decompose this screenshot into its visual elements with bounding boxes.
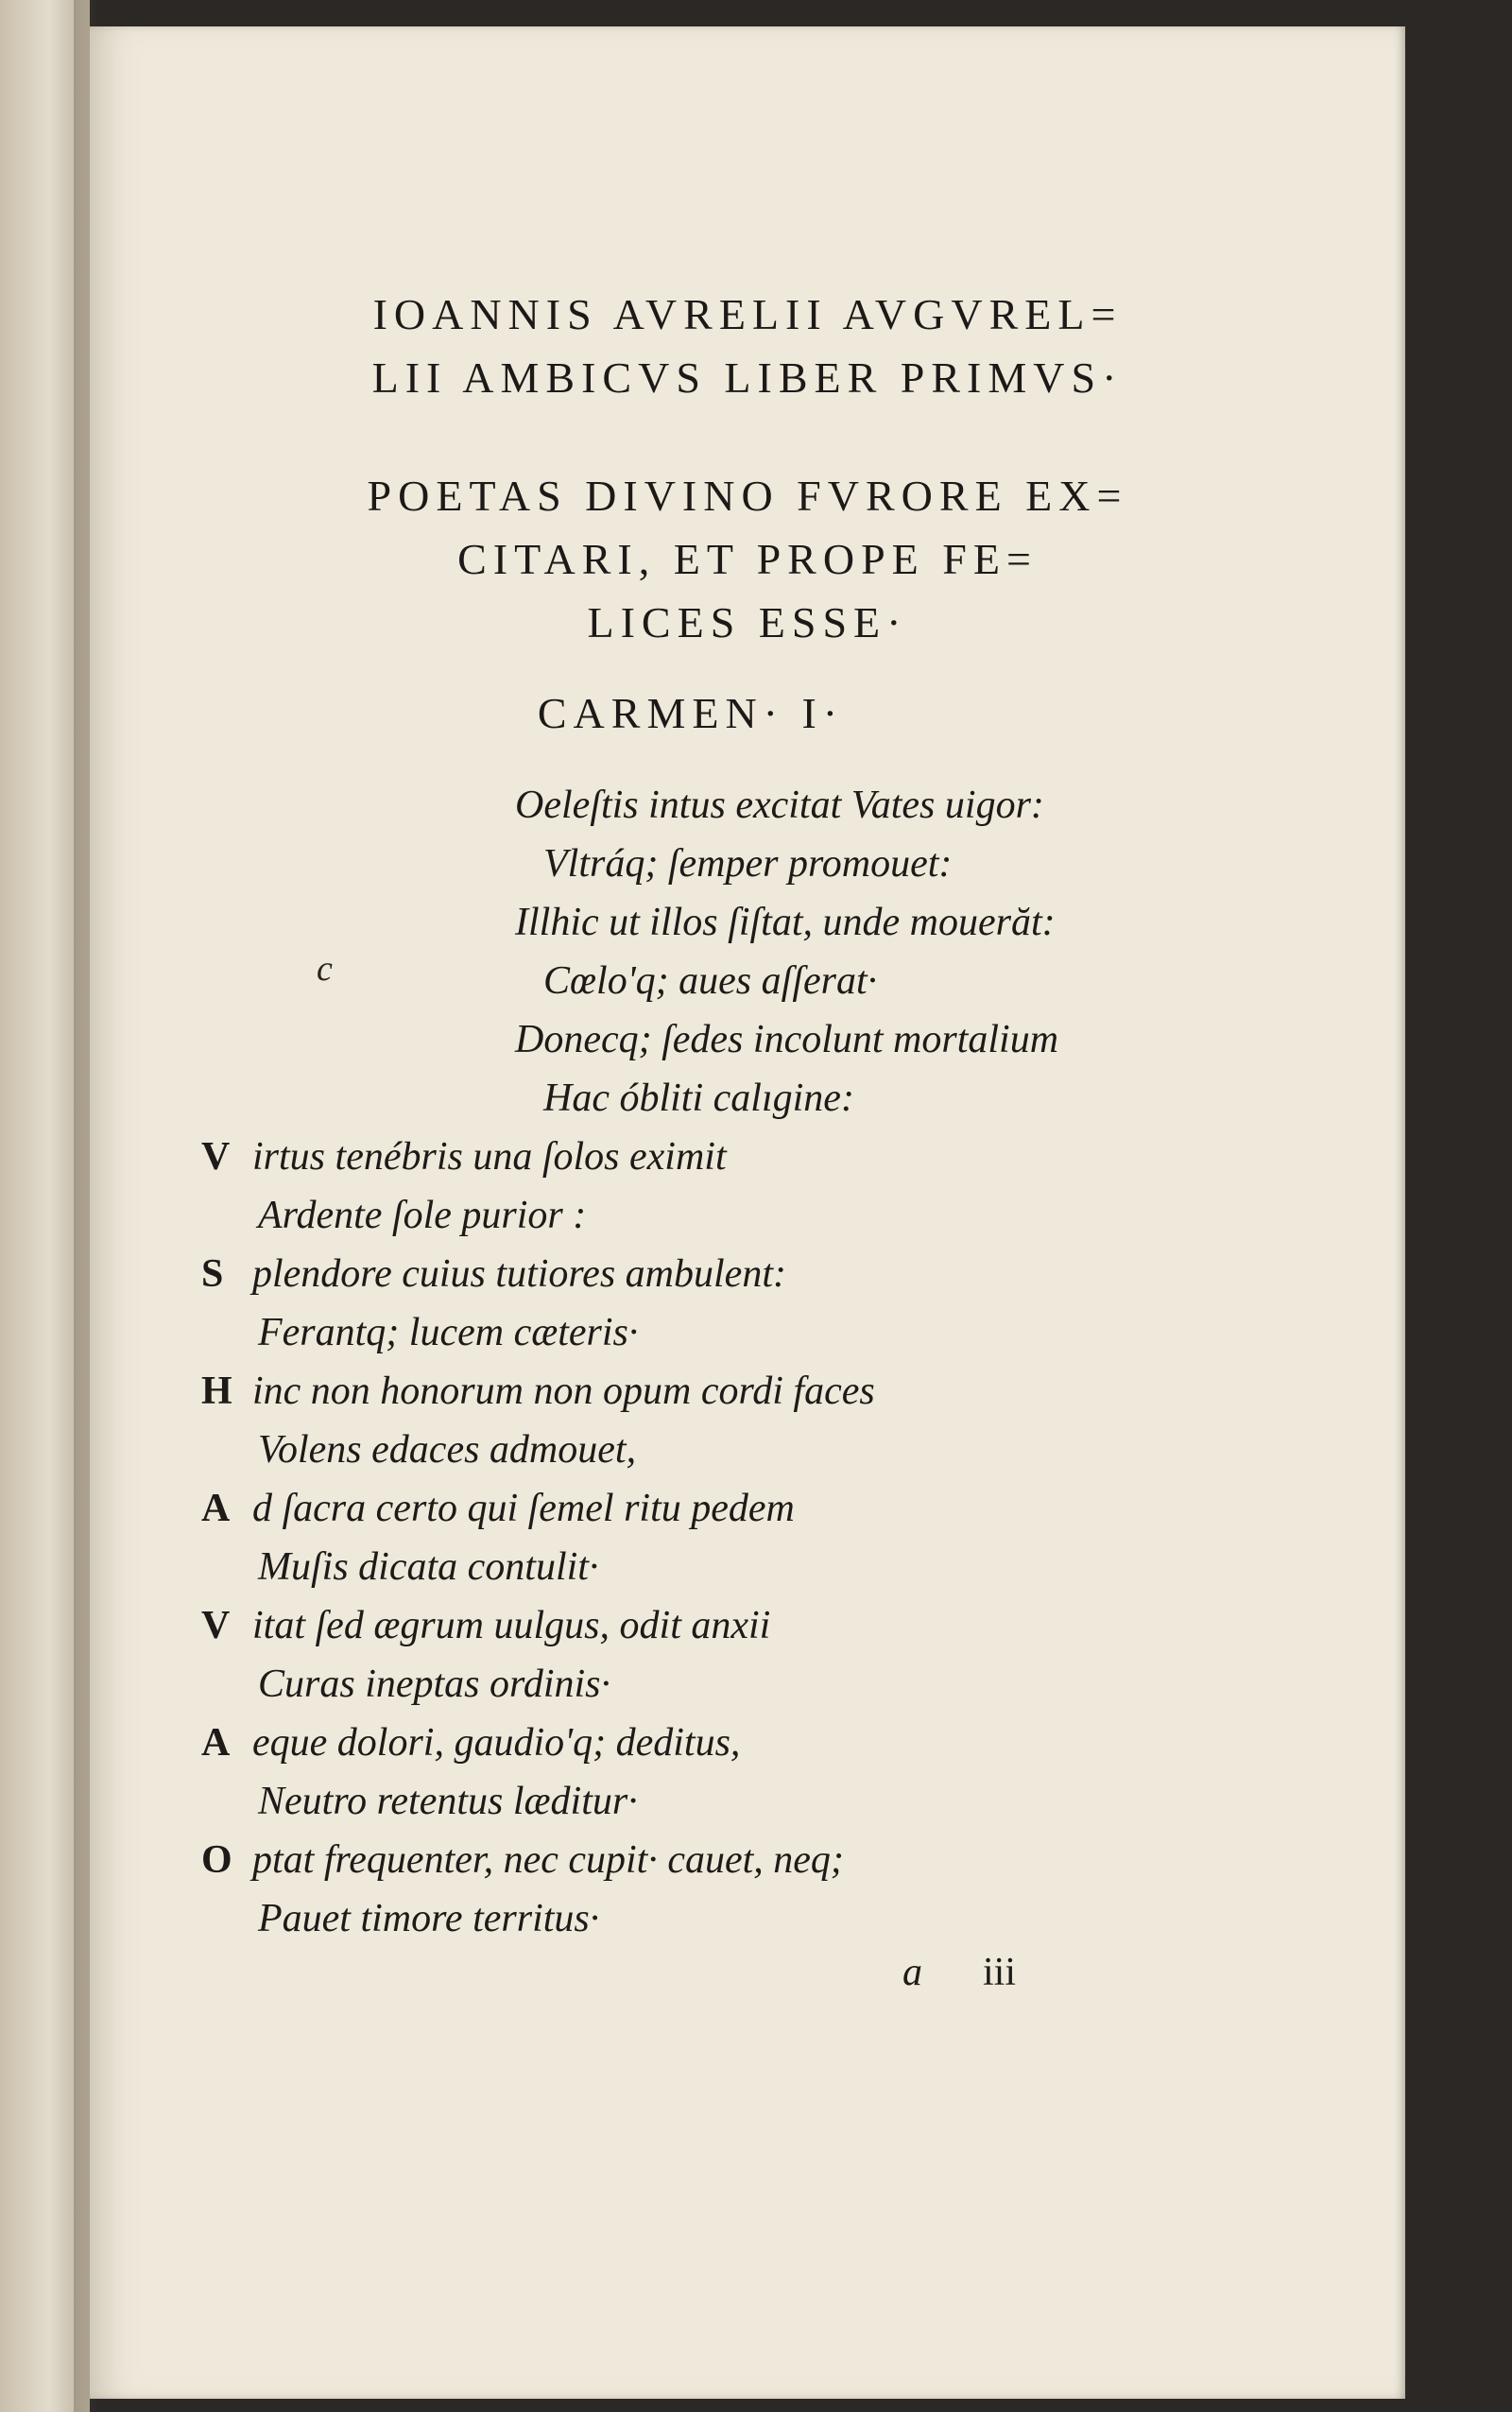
show-through-text	[524, 182, 541, 231]
verse-line: eque dolori, gaudio'q; deditus,	[252, 1721, 741, 1765]
verse-initial: S	[201, 1252, 224, 1296]
verse-line: Neutro retentus læditur·	[258, 1780, 638, 1823]
signature-number: iii	[983, 1951, 1017, 1994]
margin-note: c	[317, 949, 333, 989]
verse-initial: V	[201, 1604, 231, 1647]
verse-line: Cœlo'q; aues aſſerat·	[543, 959, 878, 1003]
verse-line: Curas ineptas ordinis·	[258, 1663, 610, 1706]
verse-line: Oeleſtis intus excitat Vates uigor:	[515, 784, 1044, 827]
verse-initial: A	[201, 1487, 231, 1530]
book-page	[90, 26, 1405, 2399]
verse-initial: A	[201, 1721, 231, 1765]
verse-line: irtus tenébris una ſolos eximit	[252, 1135, 727, 1179]
verse-line: Pauet timore territus·	[258, 1897, 600, 1940]
verse-line: itat ſed ægrum uulgus, odit anxii	[252, 1604, 771, 1647]
verse-line: Ferantq; lucem cæteris·	[258, 1311, 639, 1354]
verse-initial: O	[201, 1838, 232, 1882]
subtitle-line-2: CITARI, ET PROPE FE=	[457, 535, 1038, 583]
verse-line: Ardente ſole purior :	[258, 1194, 587, 1237]
verse-line: Vltráq; ſemper promouet:	[543, 842, 953, 886]
verse-line: Hac óbliti calıgine:	[543, 1077, 854, 1120]
verse-line: ptat frequenter, nec cupit· cauet, neq;	[252, 1838, 844, 1882]
verse-line: plendore cuius tutiores ambulent:	[252, 1252, 786, 1296]
title-line-2: LII AMBICVS LIBER PRIMVS·	[371, 353, 1124, 402]
signature-letter: a	[902, 1951, 922, 1994]
verse-line: Volens edaces admouet,	[258, 1428, 637, 1472]
verse-line: d ſacra certo qui ſemel ritu pedem	[252, 1487, 795, 1530]
verse-line: inc non honorum non opum cordi faces	[252, 1370, 875, 1413]
subtitle-line-3: LICES ESSE·	[587, 598, 908, 646]
verse-line: Muſis dicata contulit·	[258, 1545, 599, 1589]
title-line-1: IOANNIS AVRELII AVGVREL=	[372, 290, 1123, 338]
verse-initial: V	[201, 1135, 231, 1179]
verse-line: Donecq; ſedes incolunt mortalium	[515, 1018, 1059, 1061]
verse-initial: H	[201, 1370, 232, 1413]
subtitle-line-1: POETAS DIVINO FVRORE EX=	[367, 472, 1128, 520]
carmen-heading: CARMEN· I·	[537, 689, 845, 737]
verse-line: Illhic ut illos ſiſtat, unde mouerăt:	[515, 901, 1056, 944]
